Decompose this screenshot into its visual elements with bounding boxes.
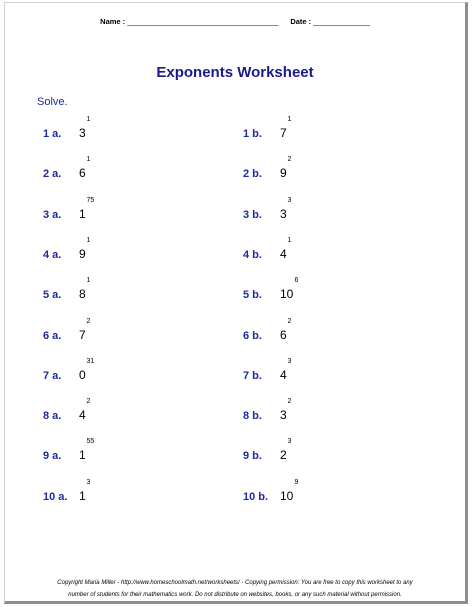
footer-line-2: number of students for their mathematics work. Do not distribute on websites, books, or any such material without permission. (68, 592, 402, 598)
exponent-power: 2 (86, 317, 91, 325)
exponent-base: 1 (79, 206, 86, 221)
exponent-power: 1 (287, 116, 292, 123)
problem-number: 9 b. (243, 450, 262, 463)
problem-number: 8 a. (43, 410, 62, 423)
problem-item (43, 237, 163, 261)
worksheet-title: Exponents Worksheet (156, 64, 314, 81)
exponent-power: 1 (86, 277, 91, 285)
exponent-power: 3 (287, 357, 292, 365)
exponent-power: 55 (86, 438, 95, 446)
problem-item (243, 116, 363, 140)
exponent-base: 7 (280, 126, 287, 140)
exponent-power: 1 (287, 236, 292, 244)
exponent-base: 7 (79, 327, 86, 342)
exponent-power: 2 (287, 398, 292, 406)
problem-number: 3 a. (43, 208, 62, 221)
exponent-base: 3 (280, 206, 287, 221)
problem-number: 2 b. (243, 168, 262, 181)
exponent-power: 1 (86, 116, 91, 123)
exponent-power: 6 (294, 277, 299, 285)
problem-number: 10 a. (43, 490, 68, 503)
exponent-base: 6 (79, 166, 86, 181)
exponent-base: 10 (280, 488, 294, 503)
exponent-power: 3 (287, 196, 292, 204)
problem-item (43, 318, 163, 342)
exponent-power: 9 (294, 478, 299, 486)
problem-item (243, 318, 363, 342)
problem-item (243, 277, 363, 301)
problem-item (43, 197, 163, 221)
problem-number: 4 a. (43, 248, 62, 261)
problem-item (43, 398, 163, 422)
exponent-power: 3 (86, 478, 91, 486)
worksheet-page (4, 2, 468, 604)
problem-item (43, 358, 163, 382)
footer-line-1: Copyright Maria Miller - http://www.homeschoolmath.net/worksheets/ - Copying permission: You are free to copy this worksheet to any (57, 580, 413, 586)
exponent-base: 4 (280, 367, 287, 382)
exponent-power: 1 (86, 156, 91, 164)
problem-number: 8 b. (243, 410, 262, 423)
exponent-base: 6 (280, 327, 287, 342)
problem-number: 6 b. (243, 329, 262, 342)
problem-number: 2 a. (43, 168, 62, 181)
problem-item (243, 237, 363, 261)
problem-number: 4 b. (243, 248, 262, 261)
problem-item (243, 197, 363, 221)
exponent-base: 8 (79, 287, 86, 302)
problem-item (243, 438, 363, 462)
problem-item (43, 116, 163, 140)
copyright-footer (25, 577, 445, 601)
problem-number: 10 b. (243, 490, 269, 503)
problem-number: 1 b. (243, 128, 262, 140)
exponent-power: 2 (287, 317, 292, 325)
exponent-base: 3 (79, 126, 86, 140)
exponent-power: 75 (86, 196, 95, 204)
exponent-base: 2 (280, 448, 287, 463)
problem-item (43, 479, 163, 503)
date-blank: _______________ (313, 17, 370, 26)
problem-number: 1 a. (43, 128, 62, 140)
exponent-base: 0 (79, 367, 86, 382)
name-label: Name : (100, 17, 126, 26)
exponent-power: 2 (287, 156, 292, 164)
problem-item (43, 438, 163, 462)
problem-number: 6 a. (43, 329, 62, 342)
problem-item (43, 156, 163, 180)
exponent-base: 9 (79, 246, 86, 261)
exponent-base: 10 (280, 287, 294, 302)
exponent-base: 3 (280, 408, 287, 423)
exponent-power: 1 (86, 236, 91, 244)
exponent-power: 31 (86, 357, 95, 365)
problem-number: 5 a. (43, 289, 62, 302)
exponent-base: 4 (79, 408, 86, 423)
header-line (5, 17, 465, 26)
exponent-base: 4 (280, 246, 287, 261)
problem-number: 7 a. (43, 369, 62, 382)
problem-item (43, 277, 163, 301)
problem-number: 7 b. (243, 369, 262, 382)
problem-number: 9 a. (43, 450, 62, 463)
problem-item (243, 479, 363, 503)
problem-number: 5 b. (243, 289, 262, 302)
date-label: Date : (290, 17, 312, 26)
name-blank: ________________________________________ (127, 17, 279, 26)
exponent-power: 3 (287, 438, 292, 446)
problem-item (243, 398, 363, 422)
exponent-power: 2 (86, 398, 91, 406)
problem-item (243, 358, 363, 382)
exponent-base: 1 (79, 448, 86, 463)
problem-item (243, 156, 363, 180)
exponent-base: 1 (79, 488, 86, 503)
instructions: Solve. (37, 96, 68, 108)
exponent-base: 9 (280, 166, 287, 181)
problem-number: 3 b. (243, 208, 262, 221)
